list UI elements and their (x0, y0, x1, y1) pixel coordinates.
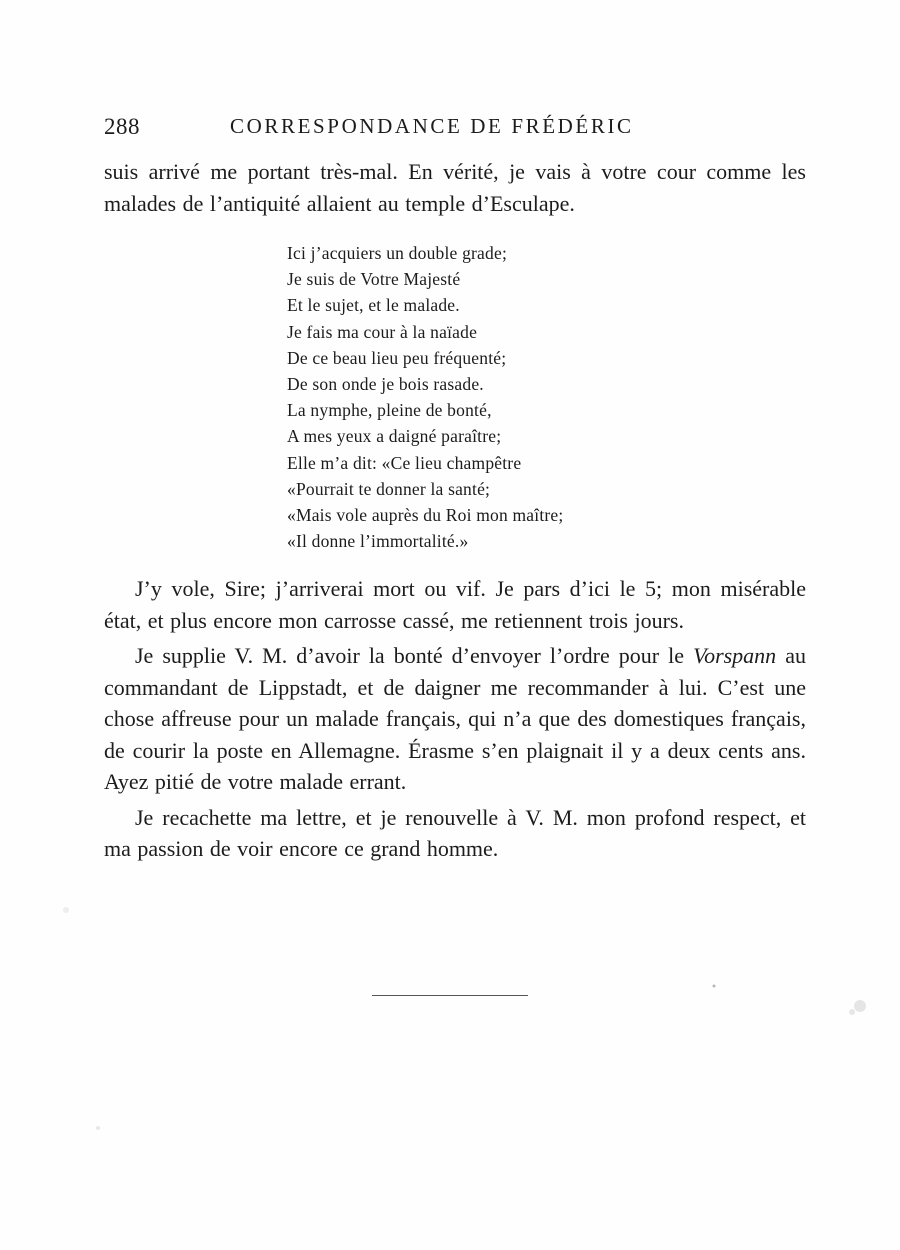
paragraph-text: au commandant de Lippstadt, et de daigner me recommander à lui. C’est une chose affreuse pour un malade français, qui n’a que des domestiques français, de courir la poste en Allemagne. Érasme s’en plaignait il y a deux cents ans. Ayez pitié de votre malade errant. (104, 643, 806, 794)
verse-line: «Pourrait te donner la santé; (287, 478, 491, 499)
verse-line: Et le sujet, et le malade. (287, 295, 460, 316)
opening-paragraph: suis arrivé me portant très-mal. En vérité, je vais à votre cour comme les malades de l’antiquité allaient au temple d’Esculape. (104, 159, 806, 216)
verse-line: Je fais ma cour à la naïade (287, 321, 478, 342)
verse-line: A mes yeux a daigné paraître; (287, 426, 502, 447)
running-head (104, 114, 804, 146)
verse-line: De ce beau lieu peu fréquenté; (287, 347, 507, 368)
paragraph-text: Je supplie V. M. d’avoir la bonté d’envoyer l’ordre pour le (135, 643, 694, 668)
body-paragraphs (104, 573, 806, 865)
section-end-rule (372, 995, 528, 996)
verse-line: «Mais vole auprès du Roi mon maître; (287, 505, 564, 526)
verse-line: La nymphe, pleine de bonté, (287, 400, 492, 421)
running-title: CORRESPONDANCE DE FRÉDÉRIC (230, 114, 634, 138)
page-number: 288 (104, 114, 140, 139)
paragraph-vorspann (104, 640, 806, 798)
verse-line: Elle m’a dit: «Ce lieu champêtre (287, 452, 522, 473)
verse-line: Ici j’acquiers un double grade; (287, 243, 508, 263)
verse-line: Je suis de Votre Majesté (287, 269, 461, 290)
paragraph-depart: J’y vole, Sire; j’arriverai mort ou vif. Je pars d’ici le 5; mon misérable état, et plus encore mon carrosse cassé, me retiennent trois jours. (104, 576, 806, 633)
verse-line: De son onde je bois rasade. (287, 374, 484, 395)
paragraph-closing: Je recachette ma lettre, et je renouvelle à V. M. mon profond respect, et ma passion de voir encore ce grand homme. (104, 804, 806, 861)
opening-block (104, 156, 806, 219)
verse-line: «Il donne l’immortalité.» (287, 531, 469, 552)
verse-stanza (287, 240, 687, 554)
italic-term: Vorspann (693, 643, 777, 668)
